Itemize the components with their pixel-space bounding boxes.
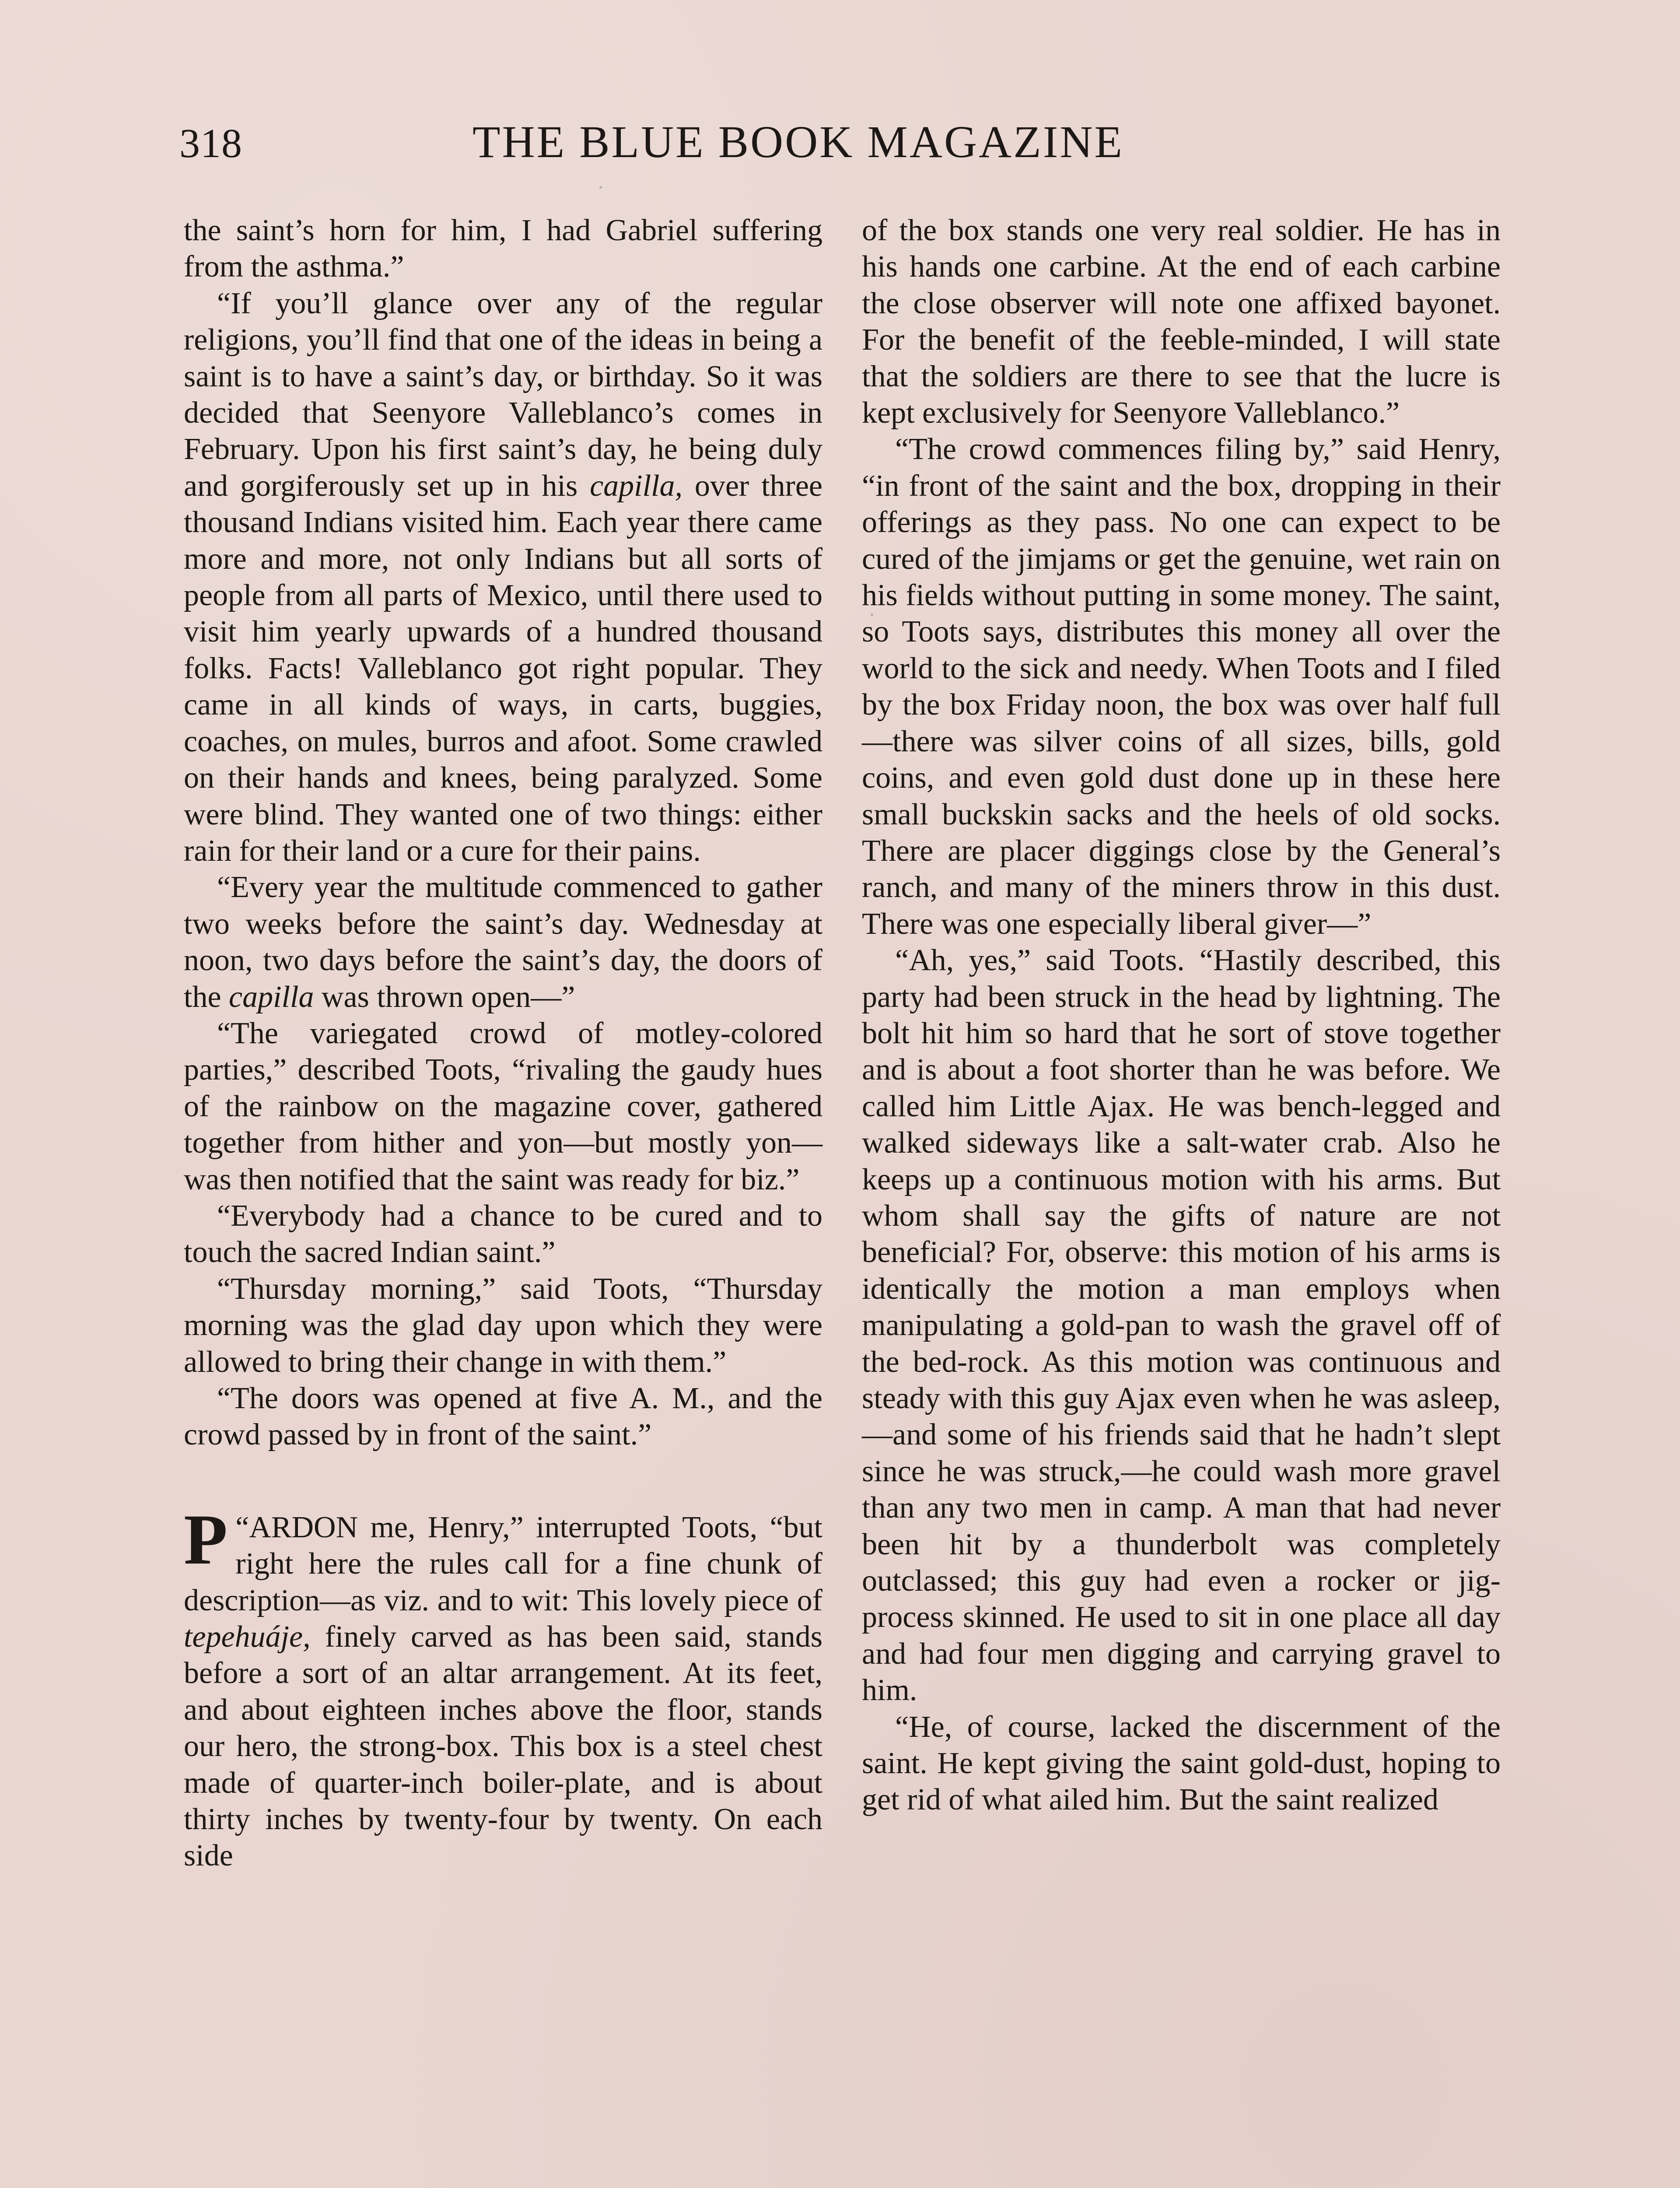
left-paragraph-4: “The variegated crowd of motley-colored parties,” described Toots, “rivaling the gaudy hues of the rainbow on the magazine cover, gathered together from hither and yon—but mostly yon—was then notified that the saint was ready for biz.” [184,1016,822,1196]
left-paragraph-1: the saint’s horn for him, I had Gabriel suffering from the asthma.” [184,214,822,284]
left-paragraph-2-italic: capilla, [590,469,682,503]
left-paragraph-3-text-after: was thrown open—” [314,980,575,1014]
left-paragraph-3-text-before: “Every year the multitude commenced to gather two weeks before the saint’s day. Wednesday at noon, two days before the saint’s day, the doors of the [184,870,822,1014]
right-text-column [862,212,1501,1818]
left-paragraph-6: “Thursday morning,” said Toots, “Thursday morning was the glad day upon which they were allowed to bring their change in with them.” [184,1272,822,1379]
page-number: 318 [179,121,242,166]
left-paragraph-5: “Everybody had a chance to be cured and to touch the sacred Indian saint.” [184,1199,822,1269]
page-header [179,116,1501,177]
paper-speck [871,614,873,616]
magazine-title: THE BLUE BOOK MAGAZINE [472,117,1124,167]
right-paragraph-1: of the box stands one very real soldier. He has in his hands one carbine. At the end of each carbine the close observer will note one affixed bayonet. For the benefit of the feeble-minded, I will state that the soldiers are there to see that the lucre is kept exclusively for Seenyore Valleblanco.” [862,214,1501,430]
paper-speck [599,186,602,189]
left-paragraph-2-text-before: “If you’ll glance over any of the regular religions, you’ll find that one of the ideas in being a saint is to have a saint’s day, or birthday. So it was decided that Seenyore Valleblanco’s comes in February. Upon his first saint’s day, he being duly and gorgiferously set up in his [184,286,822,503]
left-paragraph-8-text-before: ARDON me, Henry,” interrupted Toots, “but right here the rules call for a fine chunk of description—as viz. and to wit: This lovely piece of [184,1510,822,1617]
opening-quote: “ [235,1510,249,1544]
left-paragraph-8-text-after: finely carved as has been said, stands before a sort of an altar arrangement. At its feet, and about eighteen inches above the floor, stands our hero, the strong-box. This box is a steel chest made of quarter-inch boiler-plate, and is about thirty inches by twenty-four by twenty. On each side [184,1620,822,1873]
left-paragraph-8 [184,1500,822,1874]
left-paragraph-3 [184,869,822,1015]
right-paragraph-2: “The crowd commences filing by,” said Henry, “in front of the saint and the box, dropping in their offerings as they pass. No one can expect to be cured of the jimjams or get the genuine, wet rain on his fields without putting in some money. The saint, so Toots says, distributes this money all over the world to the sick and needy. When Toots and I filed by the box Friday noon, the box was over half full—there was silver coins of all sizes, bills, gold coins, and even gold dust done up in these here small buckskin sacks and the heels of old socks. There are placer diggings close by the General’s ranch, and many of the miners throw in this dust. There was one especially liberal giver—” [862,432,1501,941]
right-paragraph-4: “He, of course, lacked the discernment of the saint. He kept giving the saint gold-dust, hoping to get rid of what ailed him. But the saint realized [862,1710,1501,1817]
left-paragraph-2 [184,285,822,870]
left-paragraph-3-italic: capilla [229,980,314,1014]
left-paragraph-8-italic: tepehuáje, [184,1620,311,1654]
left-paragraph-2-text-after: over three thousand Indians visited him. Each year there came more and more, not only Indians but all sorts of people from all parts of Mexico, until there used to visit him yearly upwards of a hundred thousand folks. Facts! Valleblanco got right popular. They came in all kinds of ways, in carts, buggies, coaches, on mules, burros and afoot. Some crawled on their hands and knees, being paralyzed. Some were blind. They wanted one of two things: either rain for their land or a cure for their pains. [184,469,822,868]
left-paragraph-7: “The doors was opened at five A. M., and the crowd passed by in front of the saint.” [184,1382,822,1452]
drop-cap-letter: P [184,1500,228,1579]
right-paragraph-3: “Ah, yes,” said Toots. “Hastily described, this party had been struck in the head by lightning. The bolt hit him so hard that he sort of stove together and is about a foot shorter than he was before. We called him Little Ajax. He was bench-legged and walked sideways like a salt-water crab. Also he keeps up a continuous motion with his arms. But whom shall say the gifts of nature are not beneficial? For, observe: this motion of his arms is identically the motion a man employs when manipulating a gold-pan to wash the gravel off of the bed-rock. As this motion was continuous and steady with this guy Ajax even when he was asleep,—and some of his friends said that he hadn’t slept since he was struck,—he could wash more gravel than any two men in camp. A man that had never been hit by a thunderbolt was completely outclassed; this guy had even a rocker or jig-process skinned. He used to sit in one place all day and had four men digging and carrying gravel to him. [862,943,1501,1708]
left-text-column [184,212,822,1874]
